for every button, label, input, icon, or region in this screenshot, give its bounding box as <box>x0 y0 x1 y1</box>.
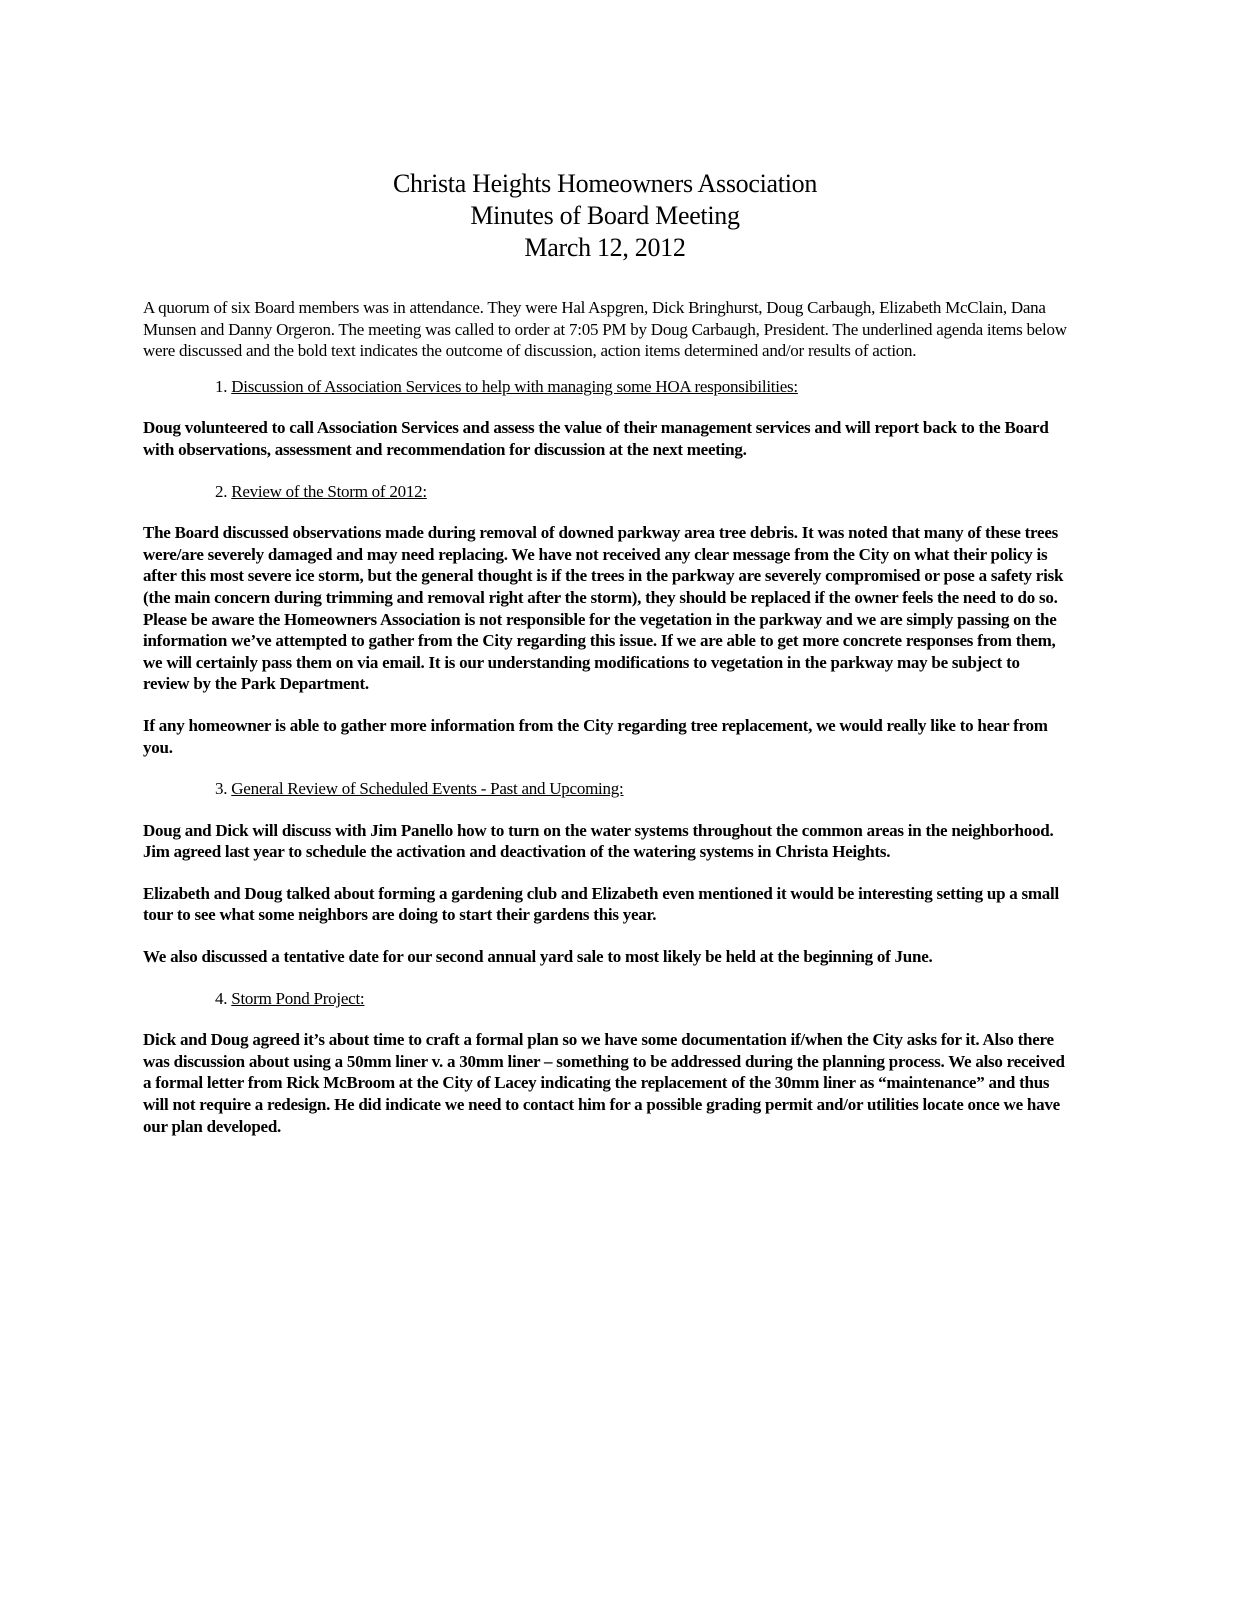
outcome-paragraph: Elizabeth and Doug talked about forming a gardening club and Elizabeth even mentioned it would be interesting setting up a small tour to see what some neighbors are doing to start their gardens this year. <box>143 883 1060 925</box>
document-title: Minutes of Board Meeting <box>470 201 740 230</box>
agenda-item-3 <box>215 778 1068 800</box>
association-name: Christa Heights Homeowners Association <box>392 169 818 198</box>
agenda-number: 4. <box>215 988 228 1008</box>
agenda-item-4 <box>215 988 1068 1010</box>
document-header <box>0 168 1210 264</box>
agenda-number: 2. <box>215 481 228 501</box>
intro-paragraph: A quorum of six Board members was in attendance. They were Hal Aspgren, Dick Bringhurst, Doug Carbaugh, Elizabeth McClain, Dana Munsen and Danny Orgeron. The meeting was called to order at 7:05 PM by Doug Carbaugh, President. The underlined agenda items below were discussed and the bold text indicates the outcome of discussion, action items determined and/or results of action. <box>143 298 1067 361</box>
outcome-paragraph: We also discussed a tentative date for our second annual yard sale to most likely be held at the beginning of June. <box>143 947 933 967</box>
agenda-title: Discussion of Association Services to help with managing some HOA responsibilities: <box>231 376 798 396</box>
document-body <box>143 297 1068 1157</box>
agenda-item-1 <box>215 376 1068 398</box>
agenda-title: Review of the Storm of 2012: <box>231 481 427 501</box>
outcome-paragraph: Dick and Doug agreed it’s about time to craft a formal plan so we have some documentation if/when the City asks for it. Also there was discussion about using a 50mm liner v. a 30mm liner – something to be addressed during the planning process. We also received a formal letter from Rick McBroom at the City of Lacey indicating the replacement of the 30mm liner as “maintenance” and thus will not require a redesign. He did indicate we need to contact him for a possible grading permit and/or utilities locate once we have our plan developed. <box>143 1030 1065 1136</box>
outcome-paragraph: Doug volunteered to call Association Services and assess the value of their management services and will report back to the Board with observations, assessment and recommendation for discussion at the next meeting. <box>143 418 1049 459</box>
agenda-item-2 <box>215 481 1068 503</box>
outcome-paragraph: Doug and Dick will discuss with Jim Panello how to turn on the water systems throughout the common areas in the neighborhood. Jim agreed last year to schedule the activation and deactivation of the watering systems in Christa Heights. <box>143 820 1054 862</box>
outcome-paragraph: If any homeowner is able to gather more information from the City regarding tree replacement, we would really like to hear from you. <box>143 715 1048 757</box>
outcome-paragraph: The Board discussed observations made during removal of downed parkway area tree debris. It was noted that many of these trees were/are severely damaged and may need replacing. We have not received any clear message from the City on what their policy is after this most severe ice storm, but the general thought is if the trees in the parkway are severely compromised or pose a safety risk (the main concern during trimming and removal right after the storm), they should be replaced if the owner feels the need to do so. Please be aware the Homeowners Association is not responsible for the vegetation in the parkway and we are simply passing on the information we’ve attempted to gather from the City regarding this issue. If we are able to get more concrete responses from them, we will certainly pass them on via email. It is our understanding modifications to vegetation in the parkway may be subject to review by the Park Department. <box>143 523 1064 694</box>
agenda-number: 3. <box>215 779 228 799</box>
agenda-title: General Review of Scheduled Events - Past and Upcoming: <box>231 779 624 799</box>
agenda-title: Storm Pond Project: <box>231 988 365 1008</box>
agenda-number: 1. <box>215 376 228 396</box>
meeting-date: March 12, 2012 <box>524 233 686 262</box>
